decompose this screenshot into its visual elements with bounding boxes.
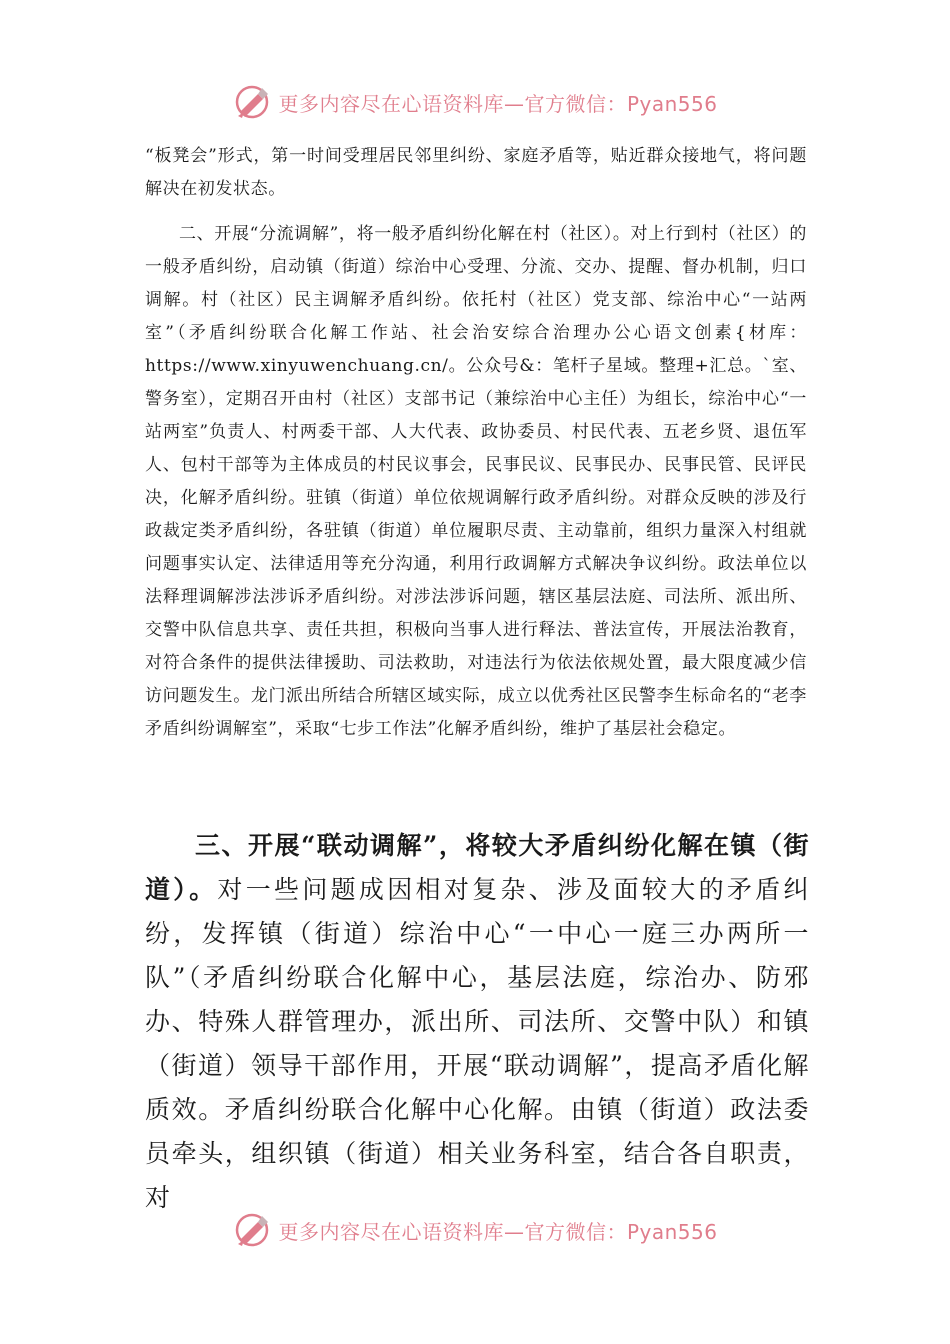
- paragraph-3-heading: 三、开展“联动调解”，将较大矛盾纠纷化解在镇（街道）。: [145, 831, 810, 904]
- paragraph-2-text: 二、开展“分流调解”，将一般矛盾纠纷化解在村（社区）。对上行到村（社区）的一般矛盾纠纷，启动镇（街道）综治中心受理、分流、交办、提醒、督办机制，归口调解。村（社区）民主调解矛盾纠纷。依托村（社区）党支部、综治中心“一站两室”（矛盾纠纷联合化解工作站、社会治安综合治理办公心语文创素{材库：https://www.xinyuwenchuang.cn/。公众号&：笔杆子星域。整理+汇总。`室、警务室），定期召开由村（社区）支部书记（兼综治中心主任）为组长，综治中心“一站两室”负责人、村两委干部、人大代表、政协委员、村民代表、五老乡贤、退伍军人、包村干部等为主体成员的村民议事会，民事民议、民事民办、民事民管、民评民决，化解矛盾纠纷。驻镇（街道）单位依规调解行政矛盾纠纷。对群众反映的涉及行政裁定类矛盾纠纷，各驻镇（街道）单位履职尽责、主动靠前，组织力量深入村组就问题事实认定、法律适用等充分沟通，利用行政调解方式解决争议纠纷。政法单位以法释理调解涉法涉诉矛盾纠纷。对涉法涉诉问题，辖区基层法庭、司法所、派出所、交警中队信息共享、责任共担，积极向当事人进行释法、普法宣传，开展法治教育，对符合条件的提供法律援助、司法救助，对违法行为依法依规处置，最大限度减少信访问题发生。龙门派出所结合所辖区域实际，成立以优秀社区民警李生标命名的“老李矛盾纠纷调解室”，采取“七步工作法”化解矛盾纠纷，维护了基层社会稳定。: [145, 224, 807, 739]
- pen-logo-icon: [232, 1210, 276, 1250]
- paragraph-3-text: 对一些问题成因相对复杂、涉及面较大的矛盾纠纷，发挥镇（街道）综治中心“一中心一庭三办两所一队”（矛盾纠纷联合化解中心，基层法庭，综治办、防邪办、特殊人群管理办，派出所、司法所、交警中队）和镇（街道）领导干部作用，开展“联动调解”，提高矛盾化解质效。矛盾纠纷联合化解中心化解。由镇（街道）政法委员牵头，组织镇（街道）相关业务科室，结合各自职责，对: [145, 875, 810, 1212]
- paragraph-3: [145, 824, 810, 1220]
- paragraph-2: [145, 218, 807, 746]
- banner-text: 更多内容尽在心语资料库—官方微信：Pyan556: [278, 1219, 718, 1244]
- footer-watermark-banner: [0, 1208, 950, 1252]
- banner-text: 更多内容尽在心语资料库—官方微信：Pyan556: [278, 91, 718, 116]
- paragraph-1-text: “板凳会”形式，第一时间受理居民邻里纠纷、家庭矛盾等，贴近群众接地气，将问题解决在初发状态。: [145, 146, 807, 199]
- pen-logo-icon: [232, 82, 276, 122]
- paragraph-1: [145, 140, 807, 206]
- header-watermark-banner: [0, 80, 950, 124]
